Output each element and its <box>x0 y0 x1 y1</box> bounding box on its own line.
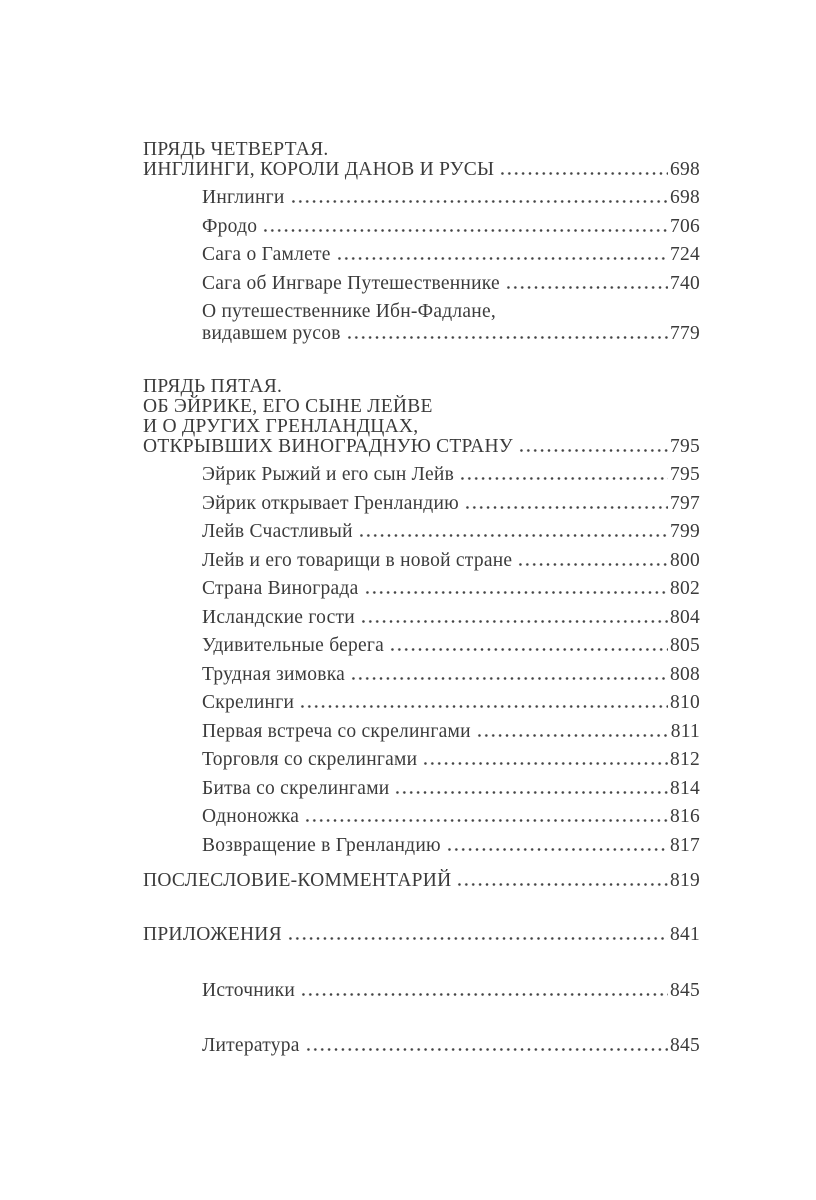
dotted-leader <box>422 762 668 765</box>
entry-line-with-page <box>202 323 700 345</box>
page-number: 845 <box>670 979 700 1001</box>
toc-entry <box>143 835 700 857</box>
toc-section-part-four <box>143 140 700 345</box>
page-number: 724 <box>670 244 700 265</box>
entry-line <box>202 635 700 657</box>
page-number: 817 <box>670 834 700 856</box>
toc-section-part-five <box>143 377 700 857</box>
entry-title: Сага о Гамлете <box>202 244 331 265</box>
page-number: 799 <box>670 521 700 542</box>
entry-title: Лейв и его товарищи в новой стране <box>202 549 513 571</box>
toc-entry <box>143 273 700 295</box>
toc-entry <box>143 806 700 828</box>
dotted-leader <box>394 791 668 794</box>
page-number: 819 <box>670 869 700 891</box>
page-number: 811 <box>670 720 700 742</box>
toc-entry <box>143 664 700 686</box>
page-number: 841 <box>670 923 700 945</box>
page-number: 795 <box>670 464 700 485</box>
table-of-contents <box>143 140 700 1057</box>
entry-title: Одноножка <box>202 806 300 827</box>
dotted-leader <box>290 200 668 203</box>
entries-list <box>143 187 700 345</box>
toc-entry <box>143 550 700 572</box>
entry-title: Эйрик Рыжий и его сын Лейв <box>202 464 455 485</box>
heading-line <box>143 377 700 397</box>
heading-text: ПРИЛОЖЕНИЯ <box>143 923 282 945</box>
entry-title: Сага об Ингваре Путешественнике <box>202 272 500 294</box>
toc-section-afterword <box>143 871 700 891</box>
page-number: 800 <box>670 549 700 571</box>
entry-title: Фродо <box>202 215 258 237</box>
entry-line <box>202 607 700 629</box>
entry-line <box>202 187 700 209</box>
page-number: 812 <box>670 749 700 770</box>
toc-entry <box>143 464 700 486</box>
dotted-leader <box>459 477 668 480</box>
dotted-leader <box>364 591 669 594</box>
entries-list <box>143 980 700 1057</box>
heading-text: ОБ ЭЙРИКЕ, ЕГО СЫНЕ ЛЕЙВЕ <box>143 396 433 417</box>
heading-text: ИНГЛИНГИ, КОРОЛИ ДАНОВ И РУСЫ <box>143 159 495 180</box>
entry-line <box>202 749 700 771</box>
dotted-leader <box>350 677 668 680</box>
entry-title: О путешественнике Ибн-Фадлане, <box>202 301 496 322</box>
page-number: 816 <box>670 806 700 827</box>
entry-line <box>202 493 700 515</box>
entry-title: Удивительные берега <box>202 635 385 656</box>
entry-line <box>202 806 700 828</box>
entry-title: Трудная зимовка <box>202 663 346 685</box>
dotted-leader <box>518 449 668 452</box>
entry-title: Первая встреча со скрелингами <box>202 720 471 742</box>
heading-text: ПРЯДЬ ПЯТАЯ. <box>143 376 283 397</box>
entry-title: Страна Винограда <box>202 578 359 599</box>
page-number: 698 <box>670 187 700 208</box>
entry-title: Исландские гости <box>202 606 355 628</box>
dotted-leader <box>505 286 668 289</box>
entry-line <box>202 550 700 572</box>
toc-entry <box>143 980 700 1002</box>
part-heading <box>143 871 700 891</box>
dotted-leader <box>346 336 668 339</box>
dotted-leader <box>287 937 668 940</box>
dotted-leader <box>517 563 668 566</box>
entry-line <box>202 578 700 600</box>
heading-text: ПОСЛЕСЛОВИЕ-КОММЕНТАРИЙ <box>143 869 452 891</box>
page-number: 802 <box>670 578 700 599</box>
entry-title: Возвращение в Гренландию <box>202 834 441 856</box>
entries-list <box>143 464 700 857</box>
page-number: 698 <box>670 159 700 180</box>
entry-line <box>202 301 700 323</box>
page-number: 814 <box>670 777 700 799</box>
toc-entry <box>143 721 700 743</box>
dotted-leader <box>389 648 668 651</box>
entry-line <box>202 273 700 295</box>
heading-line-with-page <box>143 925 700 945</box>
toc-entry <box>143 187 700 209</box>
entry-title: Скрелинги <box>202 692 295 713</box>
entry-line <box>202 664 700 686</box>
toc-entry <box>143 244 700 266</box>
toc-entry <box>143 493 700 515</box>
dotted-leader <box>300 993 668 996</box>
entry-title: Битва со скрелингами <box>202 777 390 799</box>
entry-line <box>202 464 700 486</box>
entry-line <box>202 216 700 238</box>
toc-entry <box>143 1035 700 1057</box>
entry-line <box>202 244 700 266</box>
entry-title: Литература <box>202 1034 300 1056</box>
page-number: 810 <box>670 692 700 713</box>
part-heading <box>143 140 700 180</box>
toc-entry <box>143 301 700 345</box>
entry-line <box>202 980 700 1002</box>
entry-title: видавшем русов <box>202 323 341 344</box>
entry-line <box>202 1035 700 1057</box>
entry-title: Инглинги <box>202 187 285 208</box>
page-number: 740 <box>670 272 700 294</box>
entry-line <box>202 692 700 714</box>
page-number: 797 <box>670 492 700 514</box>
page-number: 795 <box>670 436 700 457</box>
toc-entry <box>143 635 700 657</box>
entry-title: Источники <box>202 979 296 1001</box>
entry-title: Лейв Счастливый <box>202 521 353 542</box>
entry-line <box>202 721 700 743</box>
dotted-leader <box>262 229 668 232</box>
heading-line <box>143 417 700 437</box>
toc-entry <box>143 692 700 714</box>
heading-line-with-page <box>143 160 700 180</box>
toc-entry <box>143 778 700 800</box>
heading-text: И О ДРУГИХ ГРЕНЛАНДЦАХ, <box>143 416 419 437</box>
page-number: 779 <box>670 323 700 344</box>
entry-title: Торговля со скрелингами <box>202 749 418 770</box>
entry-line <box>202 835 700 857</box>
dotted-leader <box>446 848 668 851</box>
page-number: 805 <box>670 635 700 656</box>
part-heading <box>143 377 700 457</box>
heading-line-with-page <box>143 871 700 891</box>
heading-text: ОТКРЫВШИХ ВИНОГРАДНУЮ СТРАНУ <box>143 436 513 457</box>
toc-entry <box>143 216 700 238</box>
dotted-leader <box>358 534 668 537</box>
toc-entry <box>143 578 700 600</box>
page-number: 808 <box>670 663 700 685</box>
toc-section-appendices <box>143 925 700 1057</box>
dotted-leader <box>336 257 668 260</box>
toc-entry <box>143 749 700 771</box>
part-heading <box>143 925 700 945</box>
heading-line <box>143 397 700 417</box>
toc-entry <box>143 521 700 543</box>
dotted-leader <box>456 883 668 886</box>
heading-line <box>143 140 700 160</box>
dotted-leader <box>299 705 668 708</box>
dotted-leader <box>464 506 668 509</box>
page-number: 706 <box>670 215 700 237</box>
dotted-leader <box>304 819 668 822</box>
entry-title: Эйрик открывает Гренландию <box>202 492 459 514</box>
dotted-leader <box>476 734 669 737</box>
dotted-leader <box>305 1048 668 1051</box>
heading-line-with-page <box>143 437 700 457</box>
heading-text: ПРЯДЬ ЧЕТВЕРТАЯ. <box>143 139 329 160</box>
page-number: 804 <box>670 606 700 628</box>
page-number: 845 <box>670 1034 700 1056</box>
toc-entry <box>143 607 700 629</box>
entry-line <box>202 778 700 800</box>
dotted-leader <box>499 172 668 175</box>
entry-line <box>202 521 700 543</box>
dotted-leader <box>360 620 668 623</box>
